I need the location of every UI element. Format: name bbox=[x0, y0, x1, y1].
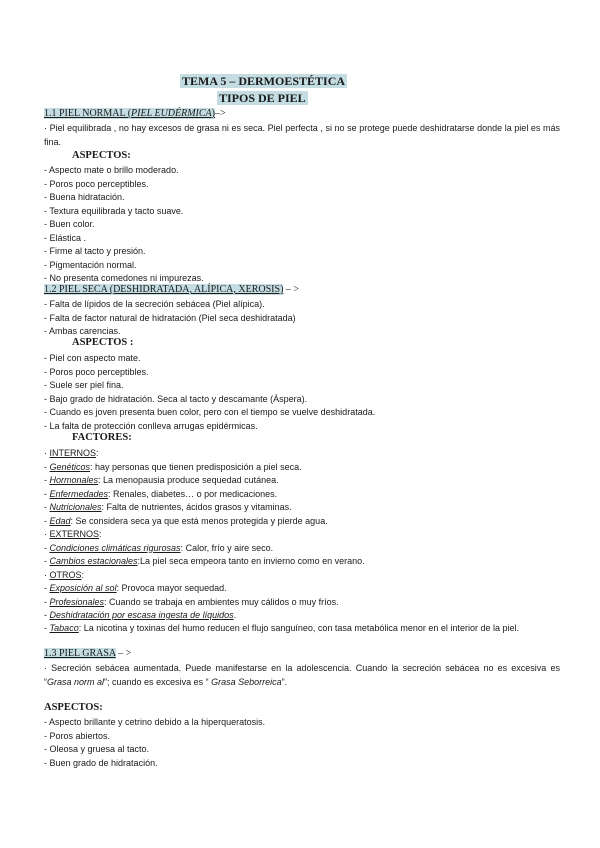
list-item: - Buen color. bbox=[44, 219, 95, 229]
list-item: - Genéticos: hay personas que tienen predisposición a piel seca. bbox=[44, 461, 302, 472]
list-item: - Deshidratación por escasa ingesta de líquidos. bbox=[44, 610, 237, 620]
factors-group-otros: · OTROS: bbox=[44, 569, 85, 580]
section-normal-intro: · Piel equilibrada , no hay excesos de grasa ni es seca. Piel perfecta , si no se protege puede deshidratarse donde la piel es más fina. bbox=[44, 123, 560, 147]
list-item: - Ambas carencias. bbox=[44, 326, 121, 336]
aspects-heading: ASPECTOS: bbox=[44, 702, 103, 713]
document-subtitle: TIPOS DE PIEL bbox=[219, 91, 306, 105]
list-item: - Aspecto mate o brillo moderado. bbox=[44, 165, 179, 175]
list-item: - Bajo grado de hidratación. Seca al tacto y descamante (Áspera). bbox=[44, 393, 308, 404]
list-item: - Oleosa y gruesa al tacto. bbox=[44, 744, 150, 754]
list-item: - Buen grado de hidratación. bbox=[44, 757, 158, 768]
list-item: - Condiciones climáticas rigurosas: Calor, frío y aire seco. bbox=[44, 542, 274, 553]
list-item: - Falta de factor natural de hidratación (Piel seca deshidratada) bbox=[44, 312, 296, 323]
list-item: - Nutricionales: Falta de nutrientes, ácidos grasos y vitaminas. bbox=[44, 502, 292, 512]
factors-group-externos: · EXTERNOS: bbox=[44, 529, 102, 539]
list-item: - No presenta comedones ni impurezas. bbox=[44, 273, 204, 283]
list-item: - Buena hidratación. bbox=[44, 192, 125, 202]
section-heading-oily: 1.3 PIEL GRASA – > bbox=[44, 648, 132, 659]
list-item: - Poros poco perceptibles. bbox=[44, 366, 149, 377]
list-item: - Falta de lípidos de la secreción sebácea (Piel alípica). bbox=[44, 299, 265, 309]
list-item: - Poros abiertos. bbox=[44, 730, 111, 741]
list-item: - Cuando es joven presenta buen color, pero con el tiempo se vuelve deshidratada. bbox=[44, 407, 376, 417]
factors-group-internos: · INTERNOS: bbox=[44, 448, 99, 458]
list-item: - La falta de protección conlleva arrugas epidérmicas. bbox=[44, 420, 258, 431]
list-item: - Profesionales: Cuando se trabaja en ambientes muy cálidos o muy fríos. bbox=[44, 596, 339, 607]
list-item: - Cambios estacionales:La piel seca empeora tanto en invierno como en verano. bbox=[44, 556, 365, 566]
list-item: - Elástica . bbox=[44, 232, 87, 243]
list-item: - Aspecto brillante y cetrino debido a la hiperqueratosis. bbox=[44, 717, 266, 727]
list-item: - Textura equilibrada y tacto suave. bbox=[44, 205, 184, 216]
section-oily-intro: · Secreción sebácea aumentada. Puede manifestarse en la adolescencia. Cuando la secreción sebácea no es excesiva es “Grasa norm al”; cuando es excesiva es “ Grasa Seborreica”. bbox=[44, 663, 560, 687]
list-item: - Enfermedades: Renales, diabetes… o por medicaciones. bbox=[44, 488, 278, 499]
section-heading-normal: 1.1 PIEL NORMAL (PIEL EUDÉRMICA)–> bbox=[44, 108, 226, 119]
list-item: - Poros poco perceptibles. bbox=[44, 178, 149, 189]
list-item: - Pigmentación normal. bbox=[44, 259, 137, 270]
list-item: - Suele ser piel fina. bbox=[44, 380, 124, 390]
section-heading-dry: 1.2 PIEL SECA (DESHIDRATADA, ALÍPICA, XEROSIS) – > bbox=[44, 284, 300, 295]
list-item-tabaco: - Tabaco: La nicotina y toxinas del humo reducen el flujo sanguíneo, con tasa metabólica menor en el interior de la piel. bbox=[44, 623, 519, 633]
list-item: - Firme al tacto y presión. bbox=[44, 246, 146, 256]
list-item: - Piel con aspecto mate. bbox=[44, 353, 141, 363]
list-item: - Hormonales: La menopausia produce sequedad cutánea. bbox=[44, 475, 279, 485]
list-item: - Exposición al sol: Provoca mayor sequedad. bbox=[44, 583, 227, 593]
document-title: TEMA 5 – DERMOESTÉTICA bbox=[182, 74, 346, 88]
aspects-heading: ASPECTOS : bbox=[72, 337, 134, 348]
aspects-heading: ASPECTOS: bbox=[72, 150, 131, 161]
factors-heading: FACTORES: bbox=[72, 432, 132, 443]
list-item: - Edad: Se considera seca ya que está menos protegida y pierde agua. bbox=[44, 515, 328, 526]
